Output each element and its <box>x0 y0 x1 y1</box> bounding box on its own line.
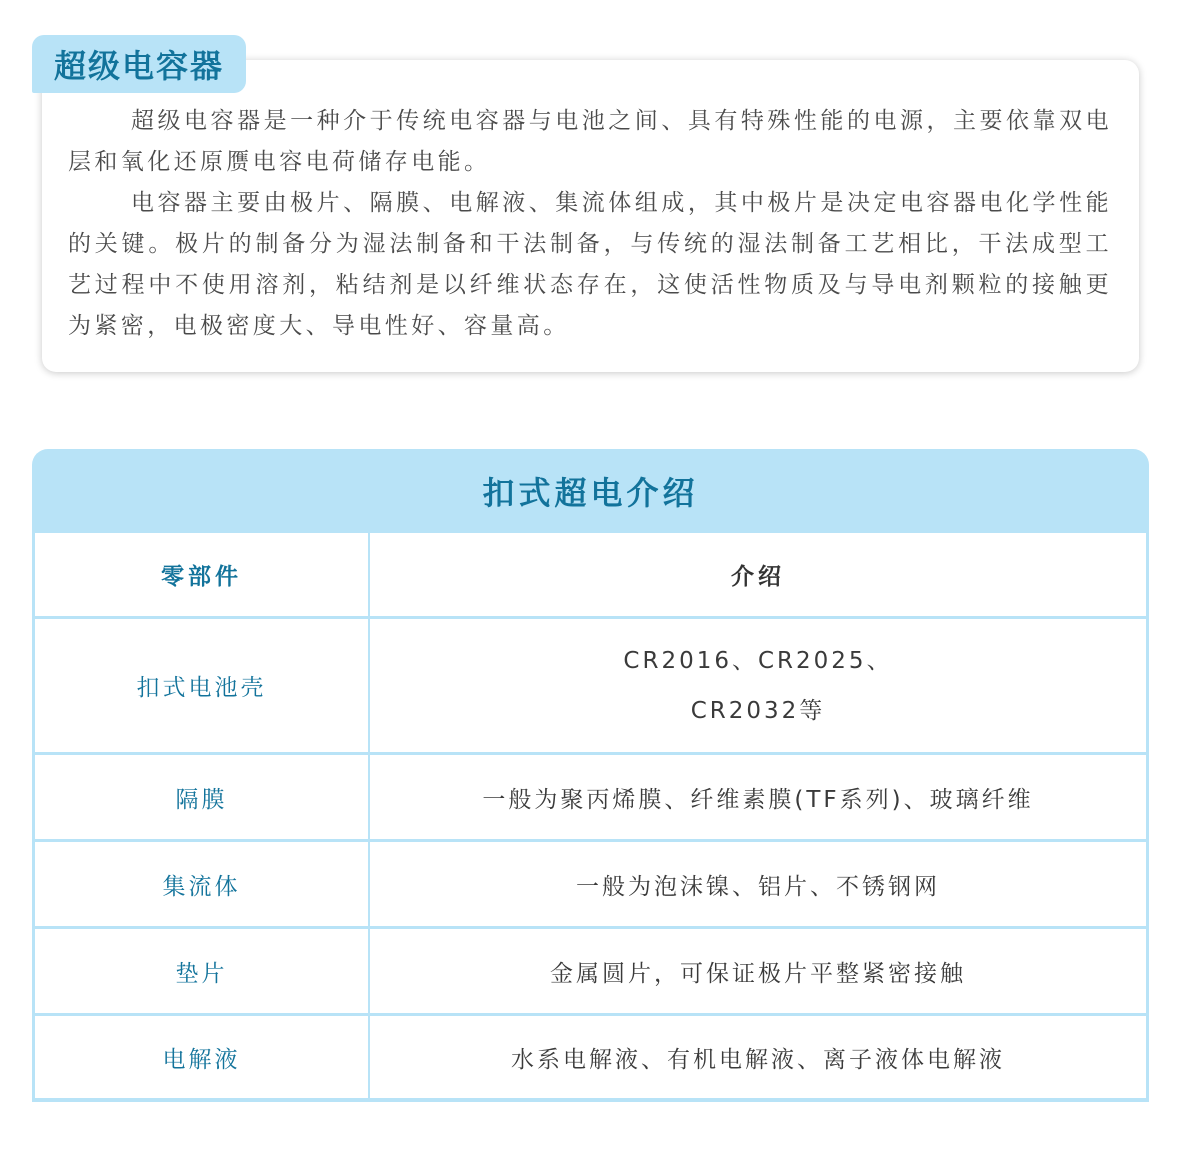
component-name: 集流体 <box>162 873 241 900</box>
table-row-description <box>370 755 1146 839</box>
table-row-component <box>35 1016 368 1098</box>
description-text: 金属圆片，可保证极片平整紧密接触 <box>550 960 966 987</box>
description-text: 一般为泡沫镍、铝片、不锈钢网 <box>576 873 940 900</box>
description-text: 水系电解液、有机电解液、离子液体电解液 <box>511 1046 1005 1073</box>
component-name: 扣式电池壳 <box>136 675 267 701</box>
table-row-description <box>370 1016 1146 1098</box>
component-table <box>35 533 1146 1099</box>
table-row-component <box>35 619 368 752</box>
description-line: CR2016、CR2025、 <box>623 647 893 674</box>
description-line: CR2032等 <box>690 697 826 724</box>
table-row-component <box>35 755 368 839</box>
table-title-label: 扣式超电介绍 <box>482 474 699 512</box>
column-header-component-label: 零部件 <box>161 564 242 590</box>
table-title <box>32 449 1149 533</box>
column-header-description <box>370 533 1146 616</box>
section-tag <box>32 35 246 93</box>
component-name: 隔膜 <box>175 786 228 813</box>
component-name: 电解液 <box>162 1046 241 1073</box>
table-row-description <box>370 929 1146 1013</box>
component-name: 垫片 <box>175 960 228 987</box>
table-row-component <box>35 929 368 1013</box>
table-row-description <box>370 619 1146 752</box>
table-row-component <box>35 842 368 926</box>
intro-paragraph: 电容器主要由极片、隔膜、电解液、集流体组成，其中极片是决定电容器电化学性能的关键。极片的制备分为湿法制备和干法制备，与传统的湿法制备工艺相比，干法成型工艺过程中不使用溶剂，粘结剂是以纤维状态存在，这使活性物质及与导电剂颗粒的接触更为紧密，电极密度大、导电性好、容量高。 <box>68 190 1112 339</box>
component-table-card <box>32 449 1149 1102</box>
intro-paragraph: 超级电容器是一种介于传统电容器与电池之间、具有特殊性能的电源，主要依靠双电层和氧化还原赝电容电荷储存电能。 <box>68 108 1112 175</box>
description-text: 一般为聚丙烯膜、纤维素膜(TF系列)、玻璃纤维 <box>482 786 1034 813</box>
column-header-description-label: 介绍 <box>731 564 785 590</box>
column-header-component <box>35 533 368 616</box>
intro-text <box>68 101 1112 347</box>
table-row-description <box>370 842 1146 926</box>
section-tag-label: 超级电容器 <box>53 47 224 85</box>
